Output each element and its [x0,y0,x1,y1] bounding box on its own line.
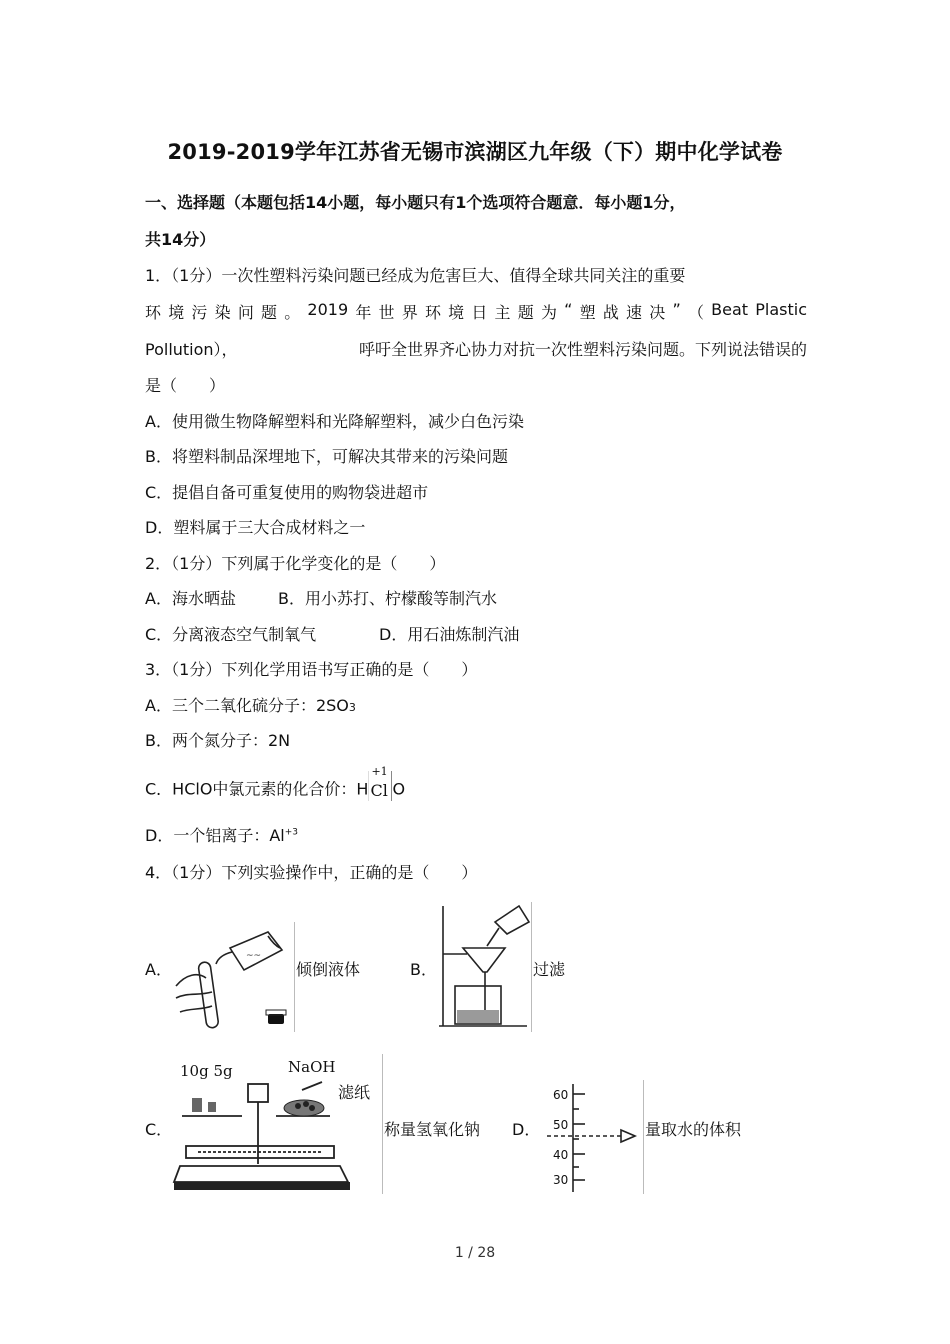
q3-option-d [145,823,298,846]
q1-option-d: D．塑料属于三大合成材料之一 [145,518,366,537]
q3-option-c [145,765,406,805]
q1-stem-line4: 是（ ） [145,376,226,395]
q1-l2-w13: 日 [471,303,488,322]
q1-l2-w4: 问 [237,303,254,322]
cylinder-tick-60: 60 [553,1088,569,1102]
graduated-cylinder-illustration [543,1080,644,1194]
q1-l2-w10: 界 [401,303,418,322]
q4-option-b-letter: B． [410,960,437,979]
cylinder-tick-40: 40 [553,1148,569,1162]
q1-l2-w23: （ [687,303,704,322]
balance-weights-label: 10g 5g [180,1062,233,1080]
q1-stem-line3 [145,337,807,360]
q2-option-c: C．分离液态空气制氧气 [145,625,317,644]
q4-option-b-label: 过滤 [533,960,566,979]
chlorine-symbol: Cl [370,781,388,800]
q1-l2-w17: “ [564,300,573,319]
q3-option-a-subscript: 3 [348,701,356,714]
q1-stem-line2 [145,300,807,323]
q1-l2-w25: Plastic [755,300,807,319]
cylinder-tick-30: 30 [553,1173,569,1187]
balance-illustration [172,1054,383,1194]
valence-box [368,765,392,801]
q1-l2-w3: 染 [214,303,231,322]
balance-naoh-label: NaOH [288,1058,336,1076]
page-title: 2019-2019学年江苏省无锡市滨湖区九年级（下）期中化学试卷 [167,140,783,164]
q3-option-c-end: O [392,779,406,799]
q3-option-a-text: A．三个二氧化硫分子：2SO [145,696,349,715]
q1-l2-w6: 。 [284,303,301,322]
q1-l2-w14: 主 [494,303,511,322]
q1-l2-w9: 世 [378,303,395,322]
cylinder-tick-50: 50 [553,1118,569,1132]
q4-option-c-label: 称量氢氧化钠 [384,1120,481,1139]
q1-l3-part0: Pollution）， [145,340,238,359]
section-heading-line2: 共14分） [145,230,216,249]
q1-option-c: C．提倡自备可重复使用的购物袋进超市 [145,483,429,502]
q1-l2-w24: Beat [711,300,749,319]
q1-l2-w7: 2019 [307,300,349,319]
q2-option-b: B．用小苏打、柠檬酸等制汽水 [278,589,497,608]
q1-l2-w18: 塑 [579,303,596,322]
pour-liquid-illustration [172,922,295,1032]
page-number: 1 / 28 [454,1245,496,1261]
valence-sup: +1 [371,765,388,778]
q1-l2-w21: 决 [649,303,666,322]
q2-option-d: D．用石油炼制汽油 [379,625,520,644]
q1-l3-part1: 呼吁全世界齐心协力对抗一次性塑料污染问题。下列说法错误的 [358,340,807,359]
q3-option-c-text: C．HClO中氯元素的化合价：H [145,779,369,799]
q1-l2-w2: 污 [191,303,208,322]
q2-option-a: A．海水晒盐 [145,589,236,608]
q1-stem-line1: 1．（1分）一次性塑料污染问题已经成为危害巨大、值得全球共同关注的重要 [145,266,686,285]
q4-option-a-label: 倾倒液体 [296,960,361,979]
q1-l2-w0: 环 [145,303,162,322]
q1-l2-w22: ” [672,300,681,319]
q1-l2-w8: 年 [355,303,372,322]
q1-l2-w1: 境 [168,303,185,322]
q3-option-a [145,693,356,716]
q1-l2-w12: 境 [448,303,465,322]
q1-option-b: B．将塑料制品深埋地下，可解决其带来的污染问题 [145,447,508,466]
q3-option-d-sup: +3 [284,827,298,838]
q3-option-d-text: D．一个铝离子：Al [145,826,285,845]
q4-option-c-letter: C． [145,1120,173,1139]
q3-option-b: B．两个氮分子：2N [145,731,291,750]
q1-option-a: A．使用微生物降解塑料和光降解塑料，减少白色污染 [145,412,524,431]
q2-stem: 2．（1分）下列属于化学变化的是（ ） [145,554,446,573]
balance-paper-label: 滤纸 [338,1083,371,1102]
q4-stem: 4．（1分）下列实验操作中，正确的是（ ） [145,863,478,882]
pour-label-scribble: ~~ [246,951,262,961]
q4-option-d-label: 量取水的体积 [645,1120,742,1139]
q4-option-a-letter: A． [145,960,172,979]
filtration-illustration [437,902,532,1032]
section-heading-line1: 一、选择题（本题包括14小题，每小题只有1个选项符合题意．每小题1分， [145,193,686,212]
q3-stem: 3．（1分）下列化学用语书写正确的是（ ） [145,660,478,679]
q1-l2-w5: 题 [261,303,278,322]
q1-l2-w20: 速 [626,303,643,322]
q4-option-d-letter: D． [512,1120,541,1139]
q1-l2-w16: 为 [540,303,557,322]
q1-l2-w19: 战 [602,303,619,322]
q1-l2-w15: 题 [517,303,534,322]
q1-l2-w11: 环 [424,303,441,322]
